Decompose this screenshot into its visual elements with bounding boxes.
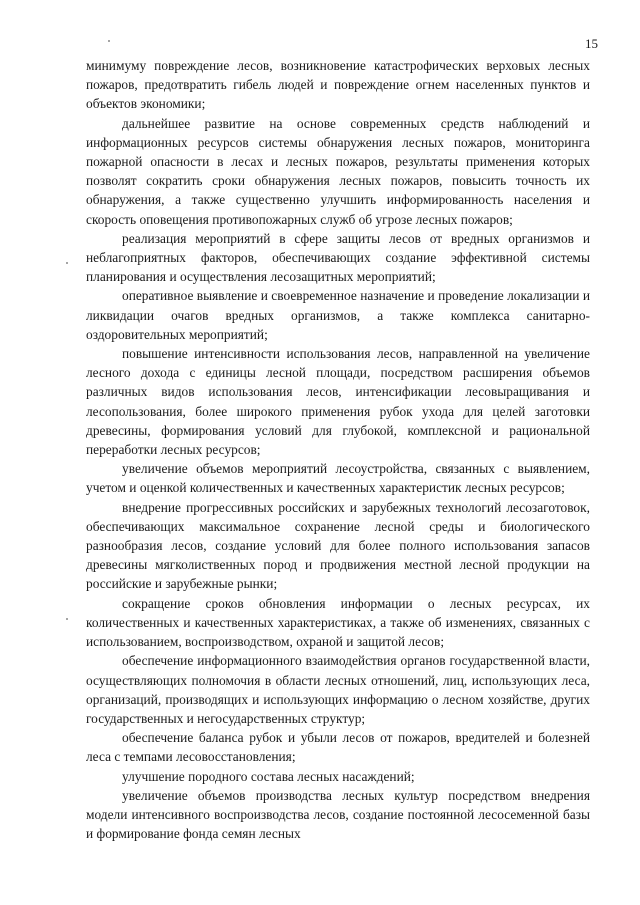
paragraph: обеспечение информационного взаимодействия органов государственной власти, осуществляющих полномочия в области лесных отношений, лиц, использующих леса, организаций, производящих и использующих информацию о лесном хозяйстве, других государственных и негосударственных структур; [86,653,590,726]
paragraph: повышение интенсивности использования лесов, направленной на увеличение лесного дохода с единицы лесной площади, посредством расширения объемов различных видов использования лесов, интенсификации лесовыращивания и лесопользования, более широкого применения рубок ухода для целей заготовки древесины, формирования условий для глубокой, комплексной и рациональной переработки лесных ресурсов; [86,346,590,458]
paragraph: увеличение объемов производства лесных культур посредством внедрения модели интенсивного воспроизводства лесов, создание постоянной лесосеменной базы и формирование фонда семян лесных [86,787,590,842]
paragraph: дальнейшее развитие на основе современных средств наблюдений и информационных ресурсов системы обнаружения лесных пожаров, мониторинга пожарной опасности в лесах и лесных пожаров, результаты применения которых позволят сократить сроки обнаружения лесных пожаров, повысить точность их обнаружения, а также существенно улучшить информированность населения и скорость оповещения противопожарных служб об угрозе лесных пожаров; [86,115,590,227]
page-number: 15 [585,36,598,51]
paragraph: увеличение объемов мероприятий лесоустройства, связанных с выявлением, учетом и оценкой количественных и качественных характеристик лесных ресурсов; [86,461,590,496]
paragraph: оперативное выявление и своевременное назначение и проведение локализации и ликвидации очагов вредных организмов, а также комплекса санитарно-оздоровительных мероприятий; [86,288,590,342]
paragraph: улучшение породного состава лесных насаждений; [122,768,415,784]
paragraph: реализация мероприятий в сфере защиты лесов от вредных организмов и неблагоприятных факторов, обеспечивающих создание эффективной системы планирования и осуществления лесозащитных мероприятий; [86,230,590,285]
scan-artifact [66,618,68,620]
paragraph: внедрение прогрессивных российских и зарубежных технологий лесозаготовок, обеспечивающих максимальное сохранение лесной среды и биологического разнообразия лесов, создание условий для более полного использования запасов древесины мягколиственных пород и продвижения местной лесной продукции на российские и зарубежные рынки; [86,499,590,592]
document-body [86,56,590,843]
scan-artifact [66,262,68,264]
scan-artifact [108,40,110,42]
paragraph: минимуму повреждение лесов, возникновение катастрофических верховых лесных пожаров, предотвратить гибель людей и повреждение огнем населенных пунктов и объектов экономики; [86,58,590,112]
paragraph: сокращение сроков обновления информации о лесных ресурсах, их количественных и качественных характеристиках, а также об изменениях, связанных с использованием, воспроизводством, охраной и защитой лесов; [86,595,590,650]
paragraph: обеспечение баланса рубок и убыли лесов от пожаров, вредителей и болезней леса с темпами лесовосстановления; [86,730,590,765]
